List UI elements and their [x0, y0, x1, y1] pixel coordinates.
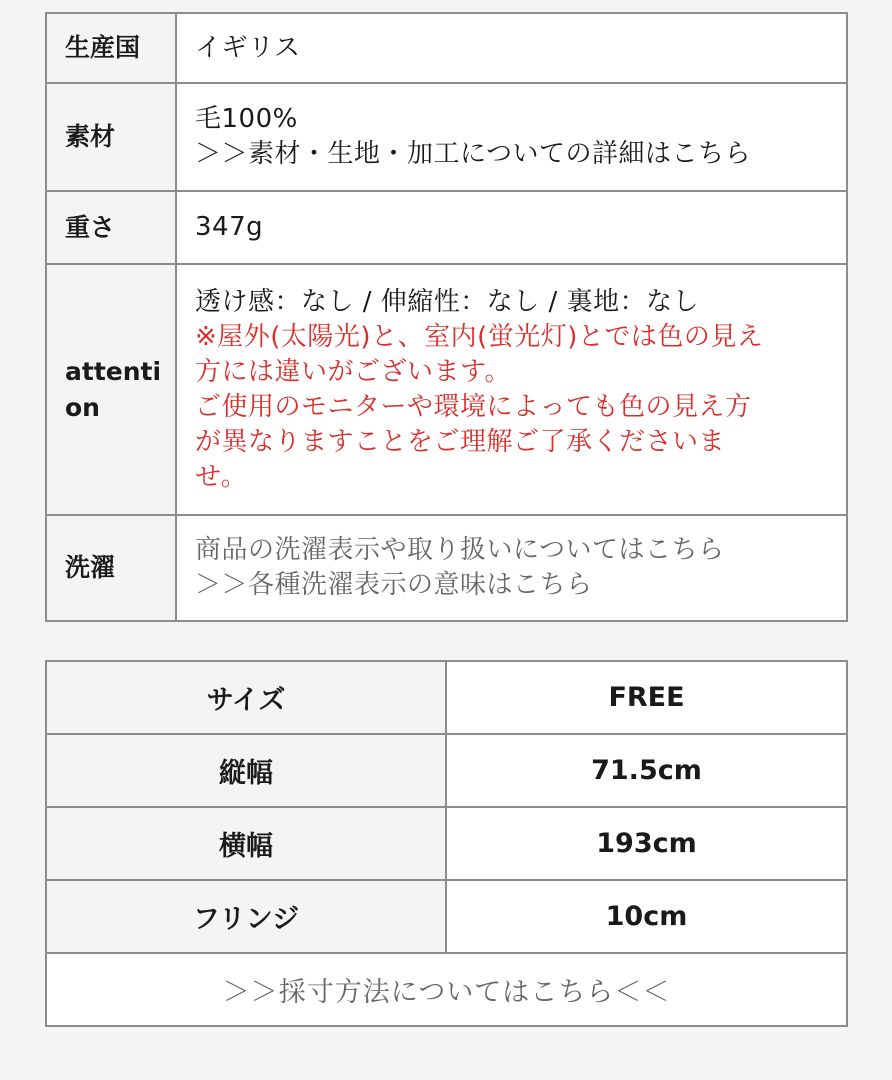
size-row-value: 71.5cm [446, 734, 847, 807]
size-row-value: 193cm [446, 807, 847, 880]
size-row-length [46, 734, 847, 807]
measurement-method-link[interactable]: ＞＞採寸方法についてはこちら＜＜ [46, 953, 847, 1026]
size-row-width [46, 807, 847, 880]
detail-row-material [46, 83, 847, 191]
size-header-label: サイズ [46, 661, 446, 734]
material-value: 毛100% [195, 104, 298, 134]
size-header-row [46, 661, 847, 734]
product-detail-table [45, 12, 848, 622]
size-row-label: 縦幅 [46, 734, 446, 807]
attention-cell [176, 264, 847, 515]
attention-note-line: が異なりますことをご理解ご了承くださいま [195, 426, 726, 457]
size-row-label: フリンジ [46, 880, 446, 953]
attention-note-line: ※屋外(太陽光)と、室内(蛍光灯)とでは色の見え [195, 321, 764, 352]
size-row-label: 横幅 [46, 807, 446, 880]
country-value: イギリス [176, 13, 847, 83]
detail-row-washing [46, 515, 847, 621]
washing-cell [176, 515, 847, 621]
attention-label: attention [65, 356, 162, 422]
washing-label: 洗濯 [46, 515, 176, 621]
material-detail-link[interactable]: ＞＞素材・生地・加工についての詳細はこちら [195, 139, 751, 169]
size-row-value: 10cm [446, 880, 847, 953]
size-table [45, 660, 848, 1027]
attention-label-cell [46, 264, 176, 515]
attention-note-line: せ。 [195, 461, 248, 492]
attention-properties: 透け感：なし / 伸縮性：なし / 裏地：なし [195, 286, 700, 317]
country-label: 生産国 [46, 13, 176, 83]
weight-value: 347g [176, 191, 847, 264]
size-header-value: FREE [446, 661, 847, 734]
material-label: 素材 [46, 83, 176, 191]
size-row-fringe [46, 880, 847, 953]
material-cell [176, 83, 847, 191]
weight-label: 重さ [46, 191, 176, 264]
attention-note-line: ご使用のモニターや環境によっても色の見え方 [195, 391, 752, 422]
detail-row-attention [46, 264, 847, 515]
detail-row-weight [46, 191, 847, 264]
size-measure-row [46, 953, 847, 1026]
attention-note-line: 方には違いがございます。 [195, 356, 511, 387]
washing-symbols-link[interactable]: ＞＞各種洗濯表示の意味はこちら [195, 570, 593, 600]
detail-row-country [46, 13, 847, 83]
washing-care-link[interactable]: 商品の洗濯表示や取り扱いについてはこちら [195, 535, 725, 565]
